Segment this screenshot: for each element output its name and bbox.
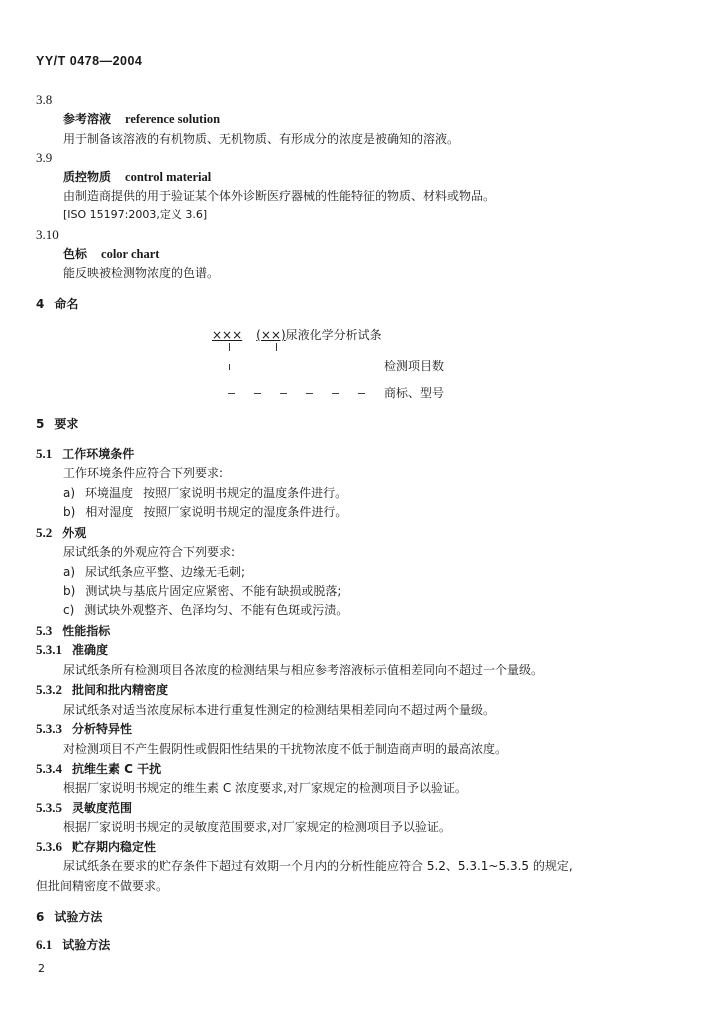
naming-leader-dash [358,393,365,394]
section-4-number: 4 [36,297,45,311]
clause-3-8-term-line [63,112,220,126]
clause-3-10-term: 色标 [63,247,88,261]
naming-label-brand: 商标、型号 [384,386,445,400]
naming-product-name: 尿液化学分析试条 [285,328,382,342]
item-text: 测试块与基底片固定应紧密、不能有缺损或脱落; [85,584,342,598]
clause-5-3-1-title: 准确度 [72,643,109,657]
clause-5-3-6-title: 贮存期内稳定性 [72,840,157,854]
clause-5-3-3-text: 对检测项目不产生假阴性或假阳性结果的干扰物浓度不低于制造商声明的最高浓度。 [63,742,508,756]
clause-3-10-term-line [63,247,159,261]
clause-5-3-1-number: 5.3.1 [36,642,62,657]
clause-3-8-definition: 用于制备该溶液的有机物质、无机物质、有形成分的浓度是被确知的溶液。 [63,132,460,146]
clause-5-3-title: 性能指标 [62,624,111,638]
clause-5-3-5-text: 根据厂家说明书规定的灵敏度范围要求,对厂家规定的检测项目予以验证。 [63,820,451,834]
naming-leader-dash [228,393,235,394]
naming-leader-dash [332,393,339,394]
clause-5-3-number: 5.3 [36,623,53,638]
clause-5-1-item-b [63,505,347,519]
page-number: 2 [38,962,45,975]
item-mark: b) [63,505,76,519]
clause-3-8-term-en: reference solution [125,112,221,126]
clause-3-9-term: 质控物质 [63,170,112,184]
clause-6-1-heading [36,938,110,952]
naming-model-line [212,328,382,342]
clause-5-1-number: 5.1 [36,446,53,461]
clause-5-2-title: 外观 [62,526,87,540]
clause-5-3-3-number: 5.3.3 [36,721,62,736]
naming-tick-a [229,343,230,351]
clause-3-9-number: 3.9 [36,150,53,165]
clause-5-2-heading [36,526,86,540]
clause-3-8-term: 参考溶液 [63,112,112,126]
clause-3-10-definition: 能反映被检测物浓度的色谱。 [63,266,220,280]
clause-5-1-title: 工作环境条件 [62,447,135,461]
clause-5-2-number: 5.2 [36,525,53,540]
item-text: 按照厂家说明书规定的温度条件进行。 [143,486,348,500]
clause-5-3-4-text: 根据厂家说明书规定的维生素 C 浓度要求,对厂家规定的检测项目予以验证。 [63,781,467,795]
clause-5-2-item-a [63,565,245,579]
clause-3-9-reference: [ISO 15197:2003,定义 3.6] [63,208,208,221]
clause-5-1-intro: 工作环境条件应符合下列要求: [63,466,224,480]
clause-5-3-5-heading [36,801,132,815]
clause-3-10-number: 3.10 [36,227,59,242]
clause-5-3-6-text-line2: 但批间精密度不做要求。 [36,879,169,893]
clause-5-3-1-heading [36,643,108,657]
naming-leader-vertical [229,364,230,370]
item-mark: b) [63,584,76,598]
naming-leader-dash [306,393,313,394]
item-text: 测试块外观整齐、色泽均匀、不能有色斑或污渍。 [84,603,349,617]
clause-5-3-2-number: 5.3.2 [36,682,62,697]
naming-model-a: ××× [212,328,243,342]
clause-5-1-heading [36,447,134,461]
section-5-number: 5 [36,417,45,431]
clause-5-3-3-heading [36,722,132,736]
naming-label-items: 检测项目数 [384,359,445,373]
clause-5-2-item-c [63,603,348,617]
clause-5-3-2-heading [36,683,168,697]
clause-5-3-4-title: 抗维生素 C 干扰 [72,762,162,776]
clause-3-9-term-line [63,170,211,184]
clause-5-3-5-number: 5.3.5 [36,800,62,815]
clause-3-9-term-en: control material [125,170,212,184]
clause-5-3-heading [36,624,110,638]
clause-5-3-6-number: 5.3.6 [36,839,62,854]
clause-5-2-item-b [63,584,341,598]
clause-3-8-number: 3.8 [36,92,53,107]
clause-5-1-item-a [63,486,347,500]
naming-leader-dash [254,393,261,394]
clause-5-3-6-text-line1: 尿试纸条在要求的贮存条件下超过有效期一个月内的分析性能应符合 5.2、5.3.1~5.3.5 的规定, [63,859,573,873]
item-text: 按照厂家说明书规定的湿度条件进行。 [143,505,348,519]
clause-5-3-2-title: 批间和批内精密度 [72,683,169,697]
clause-5-2-intro: 尿试纸条的外观应符合下列要求: [63,545,236,559]
clause-5-3-4-number: 5.3.4 [36,761,62,776]
clause-6-1-title: 试验方法 [62,938,111,952]
clause-5-3-3-title: 分析特异性 [72,722,133,736]
item-label: 相对湿度 [85,505,134,519]
clause-5-3-6-heading [36,840,156,854]
naming-tick-b [276,343,277,351]
section-6-number: 6 [36,910,45,924]
section-5-heading [36,417,78,431]
clause-3-10-term-en: color chart [101,247,160,261]
clause-3-9-definition: 由制造商提供的用于验证某个体外诊断医疗器械的性能特征的物质、材料或物品。 [63,189,496,203]
clause-6-1-number: 6.1 [36,937,53,952]
section-5-title: 要求 [54,417,79,431]
naming-leader-dash [280,393,287,394]
section-6-title: 试验方法 [54,910,103,924]
clause-5-3-2-text: 尿试纸条对适当浓度尿标本进行重复性测定的检测结果相差同向不超过两个量级。 [63,703,496,717]
naming-model-b: (××) [256,328,286,342]
section-4-title: 命名 [54,297,79,311]
clause-5-3-4-heading [36,762,161,776]
section-6-heading [36,910,102,924]
item-label: 环境温度 [85,486,134,500]
clause-5-3-5-title: 灵敏度范围 [72,801,133,815]
item-mark: c) [63,603,75,617]
clause-5-3-1-text: 尿试纸条所有检测项目各浓度的检测结果与相应参考溶液标示值相差同向不超过一个量级。 [63,663,544,677]
item-mark: a) [63,565,76,579]
item-mark: a) [63,486,76,500]
item-text: 尿试纸条应平整、边缘无毛刺; [85,565,246,579]
section-4-heading [36,297,78,311]
standard-code-header: YY/T 0478—2004 [36,54,143,68]
